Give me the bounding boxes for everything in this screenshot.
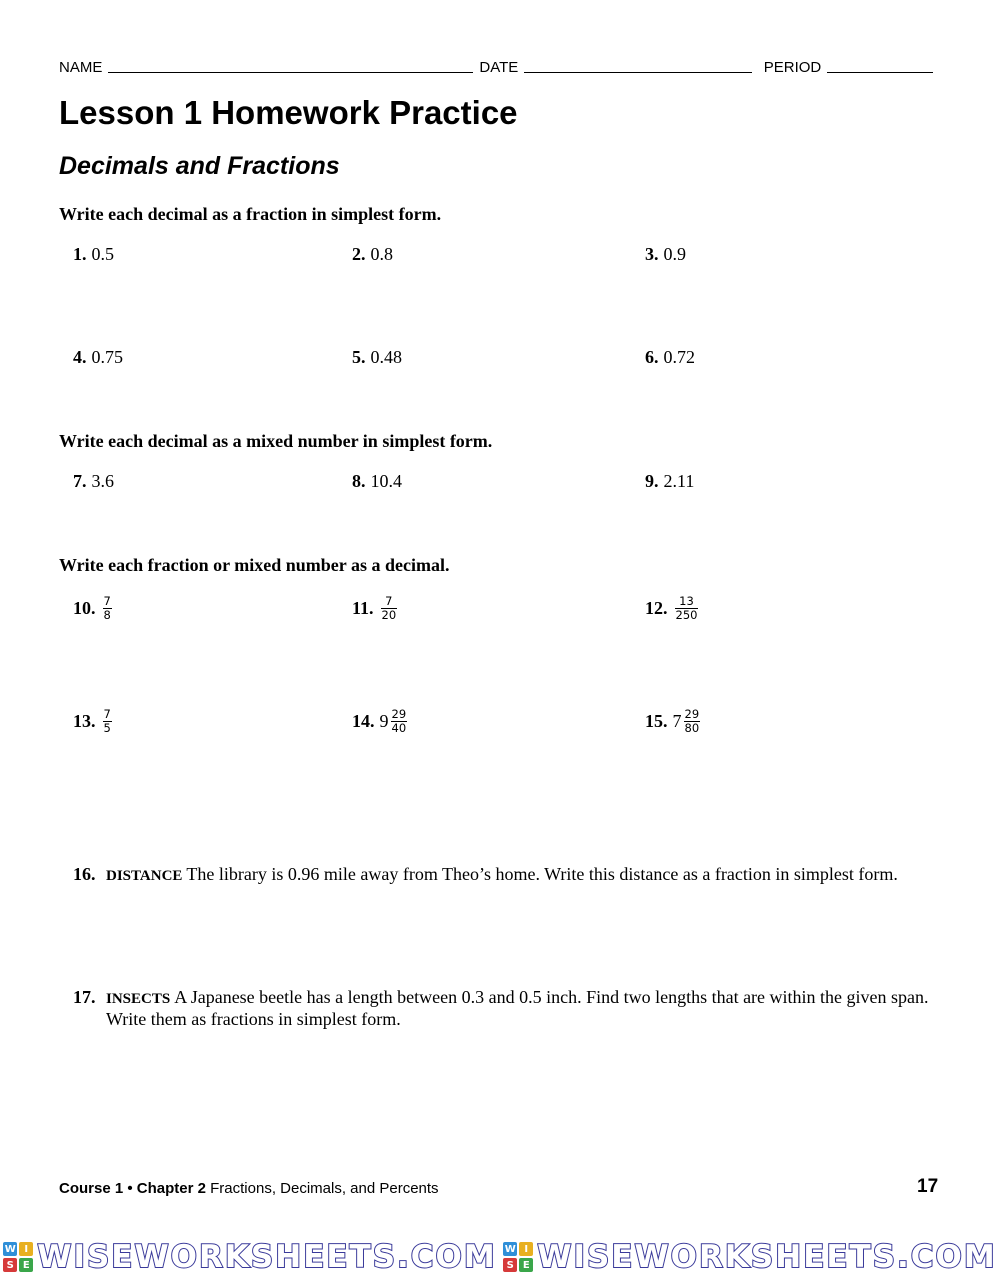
mixed-whole: 9 xyxy=(379,711,389,732)
problem-item xyxy=(645,595,698,622)
numerator: 7 xyxy=(385,594,393,608)
page-subtitle: Decimals and Fractions xyxy=(59,152,340,180)
fraction xyxy=(103,595,112,622)
problem-number: 2. xyxy=(352,244,366,264)
page-title: Lesson 1 Homework Practice xyxy=(59,94,518,131)
problem-text: The library is 0.96 mile away from Theo’s home. Write this distance as a fraction in simplest form. xyxy=(186,864,898,884)
problem-item xyxy=(73,471,114,492)
problem-item xyxy=(73,347,123,368)
problem-item xyxy=(352,595,397,622)
problem-item xyxy=(352,347,402,368)
problem-keyword: INSECTS xyxy=(106,991,171,1007)
problem-value: 0.75 xyxy=(91,347,123,367)
problem-number: 4. xyxy=(73,347,87,367)
word-problem xyxy=(73,987,943,1029)
section-instruction: Write each decimal as a mixed number in simplest form. xyxy=(59,431,493,451)
fraction xyxy=(684,708,701,735)
problem-number: 8. xyxy=(352,471,366,491)
word-problem xyxy=(73,864,943,886)
fraction xyxy=(675,595,699,622)
problem-value: 0.72 xyxy=(663,347,695,367)
numerator: 29 xyxy=(684,707,700,721)
problem-item xyxy=(73,244,114,265)
denominator: 20 xyxy=(381,608,397,623)
fraction xyxy=(391,708,408,735)
fraction xyxy=(103,708,112,735)
numerator: 13 xyxy=(679,594,694,608)
chapter-title: Fractions, Decimals, and Percents xyxy=(210,1180,439,1197)
problem-item xyxy=(352,244,393,265)
course-chapter: Course 1 • Chapter 2 xyxy=(59,1180,206,1197)
problem-item xyxy=(352,471,402,492)
problem-item xyxy=(645,471,694,492)
denominator: 40 xyxy=(391,721,407,736)
numerator: 29 xyxy=(391,707,407,721)
problem-value: 10.4 xyxy=(370,471,402,491)
problem-number: 14. xyxy=(352,711,375,732)
footer-course xyxy=(59,1180,439,1197)
wise-logo-icon: W I S E xyxy=(3,1242,33,1272)
student-info-header xyxy=(59,58,939,76)
problem-text-continued: Write them as fractions in simplest form. xyxy=(106,1009,401,1029)
problem-item xyxy=(645,347,695,368)
brand-text: WISEWORKSHEETS.COM xyxy=(37,1239,497,1275)
watermark-banner xyxy=(0,1238,1000,1276)
problem-number: 13. xyxy=(73,711,96,732)
problem-number: 9. xyxy=(645,471,659,491)
problem-number: 11. xyxy=(352,598,374,619)
problem-number: 16. xyxy=(73,864,96,884)
problem-item xyxy=(73,708,112,735)
problem-value: 0.9 xyxy=(663,244,686,264)
problem-item xyxy=(73,595,112,622)
problem-value: 0.5 xyxy=(91,244,114,264)
brand-block xyxy=(503,1239,997,1275)
problem-item xyxy=(645,708,700,735)
section-instruction: Write each decimal as a fraction in simplest form. xyxy=(59,204,442,224)
section-instruction: Write each fraction or mixed number as a decimal. xyxy=(59,555,450,575)
denominator: 5 xyxy=(103,721,111,736)
name-field[interactable] xyxy=(108,58,473,73)
date-field[interactable] xyxy=(524,58,751,73)
problem-value: 0.48 xyxy=(370,347,402,367)
problem-number: 15. xyxy=(645,711,668,732)
mixed-whole: 7 xyxy=(672,711,682,732)
numerator: 7 xyxy=(103,594,111,608)
problem-value: 3.6 xyxy=(91,471,114,491)
problem-number: 7. xyxy=(73,471,87,491)
period-label: PERIOD xyxy=(763,59,822,76)
denominator: 8 xyxy=(103,608,111,623)
problem-value: 2.11 xyxy=(663,471,695,491)
period-field[interactable] xyxy=(827,58,933,73)
date-label: DATE xyxy=(479,59,519,76)
problem-keyword: DISTANCE xyxy=(106,868,183,884)
denominator: 250 xyxy=(675,608,698,623)
problem-number: 1. xyxy=(73,244,87,264)
brand-block xyxy=(3,1239,497,1275)
problem-number: 17. xyxy=(73,987,96,1007)
problem-number: 5. xyxy=(352,347,366,367)
problem-number: 12. xyxy=(645,598,668,619)
problem-number: 3. xyxy=(645,244,659,264)
problem-text: A Japanese beetle has a length between 0.3 and 0.5 inch. Find two lengths that are within the given span. xyxy=(174,987,929,1007)
problem-item xyxy=(645,244,686,265)
page-number: 17 xyxy=(917,1176,939,1197)
problem-number: 6. xyxy=(645,347,659,367)
name-label: NAME xyxy=(59,59,103,76)
problem-number: 10. xyxy=(73,598,96,619)
fraction xyxy=(381,595,398,622)
brand-text: WISEWORKSHEETS.COM xyxy=(537,1239,997,1275)
problem-item xyxy=(352,708,407,735)
wise-logo-icon: W I S E xyxy=(503,1242,533,1272)
numerator: 7 xyxy=(103,707,111,721)
problem-value: 0.8 xyxy=(370,244,393,264)
denominator: 80 xyxy=(684,721,700,736)
